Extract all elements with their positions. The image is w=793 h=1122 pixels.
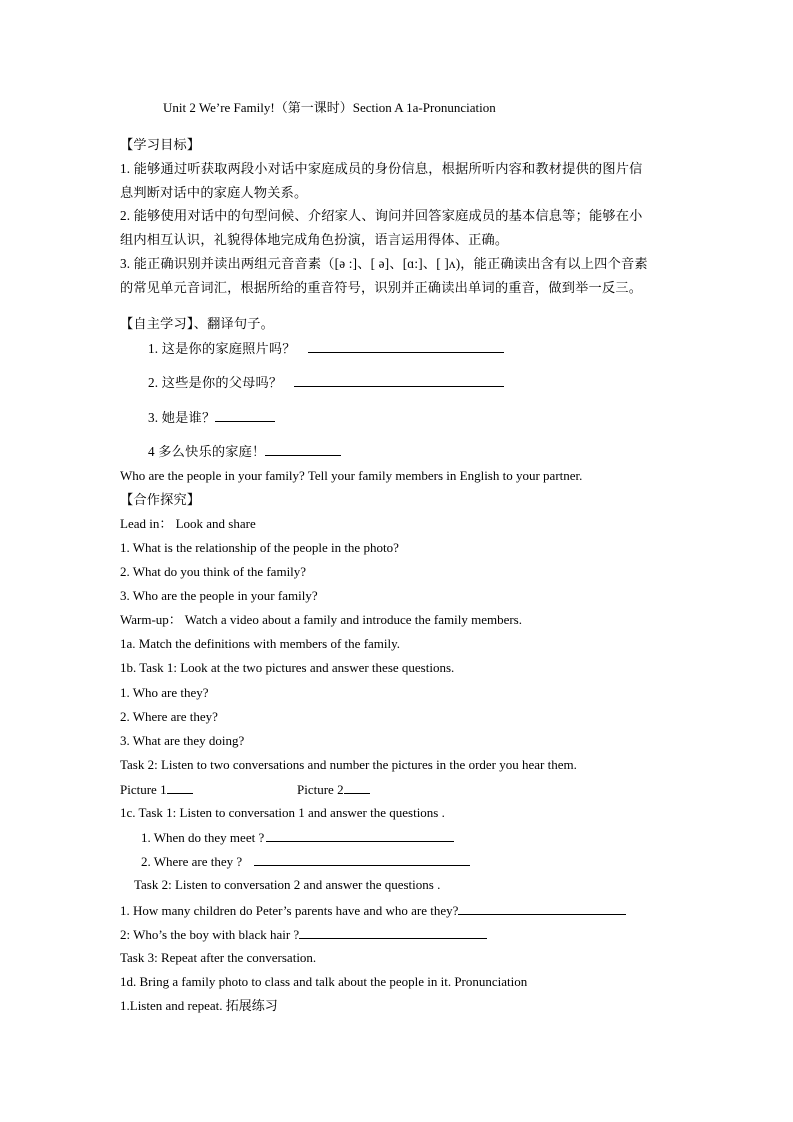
answer-blank[interactable] [254, 853, 470, 866]
objective-line: 组内相互认识，礼貌得体地完成角色扮演，语言运用得体、正确。 [120, 232, 509, 247]
objective-line: 息判断对话中的家庭人物关系。 [120, 185, 308, 200]
cooperative-heading: 【合作探究】 [120, 492, 201, 507]
answer-blank[interactable] [458, 902, 626, 915]
objective-line: 3. 能正确识别并读出两组元音音素（[ə :]、[ ə]、[ɑ:]、[ ]ʌ)，能正确读出含有以上四个音素 [120, 256, 648, 271]
answer-blank[interactable] [265, 443, 341, 456]
question-row [141, 829, 454, 846]
picture-1-row [120, 781, 193, 798]
warm-up: Warm-up： Watch a video about a family and introduce the family members. [120, 612, 522, 627]
instruction-line: 1d. Bring a family photo to class and talk about the people in it. Pronunciation [120, 974, 528, 989]
answer-blank[interactable] [167, 781, 193, 794]
translate-question [148, 409, 275, 426]
instruction-line: 1a. Match the definitions with members of the family. [120, 636, 401, 651]
answer-blank[interactable] [266, 829, 454, 842]
translate-question [148, 340, 504, 357]
objectives-heading: 【学习目标】 [120, 137, 201, 152]
question-text: 3. 她是谁？ [148, 410, 216, 425]
objective-line: 的常见单元音词汇，根据所给的重音符号，识别并正确读出单词的重音，做到举一反三。 [120, 280, 643, 295]
question-text: 1. When do they meet ? [141, 830, 265, 845]
question-line: 1. What is the relationship of the people in the photo? [120, 540, 399, 555]
translate-question [148, 443, 341, 460]
question-row [141, 853, 470, 870]
question-line: 2. Where are they? [120, 709, 218, 724]
question-text: 1. How many children do Peter’s parents have and who are they? [120, 903, 459, 918]
lead-in: Lead in： Look and share [120, 516, 256, 531]
question-text: 2. Where are they ? [141, 854, 243, 869]
picture-1-label: Picture 1 [120, 782, 167, 797]
instruction-line: 1.Listen and repeat. 拓展练习 [120, 998, 278, 1013]
picture-2-row [297, 781, 370, 798]
answer-blank[interactable] [299, 926, 487, 939]
question-line: 3. Who are the people in your family? [120, 588, 318, 603]
instruction-line: 1c. Task 1: Listen to conversation 1 and answer the questions . [120, 805, 445, 820]
instruction-line: Task 2: Listen to two conversations and number the pictures in the order you hear them. [120, 757, 577, 772]
question-line: 3. What are they doing? [120, 733, 245, 748]
self-study-heading: 【自主学习】、翻译句子。 [120, 316, 275, 331]
answer-blank[interactable] [344, 781, 370, 794]
translate-question [148, 374, 504, 391]
paragraph: Who are the people in your family? Tell your family members in English to your partner. [120, 468, 583, 483]
question-line: 1. Who are they? [120, 685, 209, 700]
picture-2-label: Picture 2 [297, 782, 344, 797]
question-row [120, 926, 487, 943]
objective-line: 1. 能够通过听获取两段小对话中家庭成员的身份信息，根据所听内容和教材提供的图片信 [120, 161, 643, 176]
instruction-line: 1b. Task 1: Look at the two pictures and answer these questions. [120, 660, 455, 675]
document-title: Unit 2 We’re Family!（第一课时）Section A 1a-Pronunciation [163, 100, 496, 115]
question-text: 2. 这些是你的父母吗？ [148, 375, 283, 390]
objective-line: 2. 能够使用对话中的句型问候、介绍家人、询问并回答家庭成员的基本信息等；能够在小 [120, 208, 643, 223]
answer-blank[interactable] [215, 409, 275, 422]
answer-blank[interactable] [294, 374, 504, 387]
question-row [120, 902, 626, 919]
instruction-line: Task 2: Listen to conversation 2 and answer the questions . [134, 877, 441, 892]
question-text: 4 多么快乐的家庭！ [148, 444, 266, 459]
question-line: 2. What do you think of the family? [120, 564, 307, 579]
instruction-line: Task 3: Repeat after the conversation. [120, 950, 317, 965]
answer-blank[interactable] [308, 340, 504, 353]
question-text: 1. 这是你的家庭照片吗？ [148, 341, 296, 356]
question-text: 2: Who’s the boy with black hair ? [120, 927, 300, 942]
